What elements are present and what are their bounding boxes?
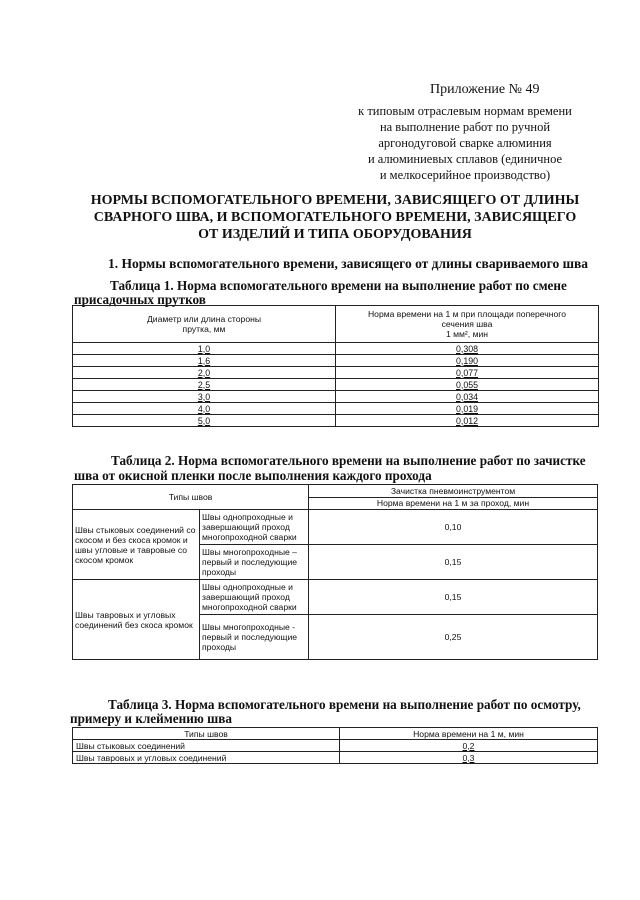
table-cell: 0,034 — [336, 391, 599, 403]
table1-caption: Таблица 1. Норма вспомогательного времени на выполнение работ по смене — [110, 278, 567, 293]
table2-type-cell: Швы многопроходные – первый и последующие проходы — [200, 545, 309, 580]
table-row — [73, 740, 598, 752]
table-row — [73, 367, 599, 379]
table-cell: 0,077 — [336, 367, 599, 379]
table-cell: 0,3 — [340, 752, 598, 764]
table1-header-diameter: Диаметр или длина стороны прутка, мм — [73, 306, 336, 343]
table2-caption-cont: шва от окисной пленки после выполнения каждого прохода — [74, 468, 432, 483]
appendix-subtitle-line: и мелкосерийное производство) — [379, 168, 551, 182]
appendix-subtitle-line: аргонодуговой сварке алюминия — [378, 136, 552, 150]
table2-type-cell: Швы однопроходные и завершающий проход многопроходной сварки — [200, 580, 309, 615]
table1 — [72, 305, 599, 427]
table3-header-norm: Норма времени на 1 м, мин — [340, 728, 598, 740]
table-cell: 2,5 — [73, 379, 336, 391]
table-cell: 0,2 — [340, 740, 598, 752]
table-row — [73, 510, 598, 545]
table-row — [73, 752, 598, 764]
table-cell: Швы стыковых соединений — [73, 740, 340, 752]
table2-value-cell: 0,15 — [309, 580, 598, 615]
table-cell: 0,190 — [336, 355, 599, 367]
appendix-subtitle-line: на выполнение работ по ручной — [379, 120, 551, 134]
table-row — [73, 415, 599, 427]
document-title-line: ОТ ИЗДЕЛИЙ И ТИПА ОБОРУДОВАНИЯ — [198, 227, 472, 242]
table3-caption-cont: примеру и клеймению шва — [70, 711, 233, 726]
table2 — [72, 484, 598, 660]
table2-group-label: Швы стыковых соединений со скосом и без скоса кромок и швы угловые и тавровые со скосом кромок — [73, 510, 200, 580]
table-cell: 2,0 — [73, 367, 336, 379]
table-cell: 3,0 — [73, 391, 336, 403]
table-cell: 1,6 — [73, 355, 336, 367]
table-cell: 0,055 — [336, 379, 599, 391]
appendix-title: Приложение № 49 — [430, 82, 540, 97]
table-row — [73, 379, 599, 391]
table-header-row — [73, 485, 598, 498]
table2-header-group: Зачистка пневмоинструментом — [309, 485, 598, 498]
table3-header-types: Типы швов — [73, 728, 340, 740]
appendix-subtitle — [330, 103, 600, 183]
document-title-line: НОРМЫ ВСПОМОГАТЕЛЬНОГО ВРЕМЕНИ, ЗАВИСЯЩЕГО ОТ ДЛИНЫ — [90, 193, 580, 208]
table2-value-cell: 0,25 — [309, 615, 598, 660]
table1-header-norm: Норма времени на 1 м при площади поперечного сечения шва 1 мм², мин — [336, 306, 599, 343]
table1-caption-cont: присадочных прутков — [74, 292, 206, 307]
appendix-subtitle-line: к типовым отраслевым нормам времени — [358, 104, 572, 118]
table-row — [73, 403, 599, 415]
table-header-row — [73, 306, 599, 343]
table2-caption: Таблица 2. Норма вспомогательного времени на выполнение работ по зачистке — [111, 453, 586, 468]
table-cell: 5,0 — [73, 415, 336, 427]
table-cell: 0,012 — [336, 415, 599, 427]
table-cell: Швы тавровых и угловых соединений — [73, 752, 340, 764]
table-row — [73, 343, 599, 355]
section-title: 1. Нормы вспомогательного времени, зависящего от длины свариваемого шва — [108, 256, 589, 271]
document-title-line: СВАРНОГО ШВА, И ВСПОМОГАТЕЛЬНОГО ВРЕМЕНИ, ЗАВИСЯЩЕГО — [93, 210, 577, 225]
table-cell: 1,0 — [73, 343, 336, 355]
table-header-row — [73, 728, 598, 740]
table2-value-cell: 0,15 — [309, 545, 598, 580]
table2-type-cell: Швы многопроходные - первый и последующие проходы — [200, 615, 309, 660]
table2-header-types: Типы швов — [73, 485, 309, 510]
table2-group-label: Швы тавровых и угловых соединений без скоса кромок — [73, 580, 200, 660]
table-cell: 0,019 — [336, 403, 599, 415]
document-title — [70, 192, 600, 243]
appendix-subtitle-line: и алюминиевых сплавов (единичное — [367, 152, 563, 166]
table2-header-norm: Норма времени на 1 м за проход, мин — [309, 497, 598, 510]
table-cell: 0,308 — [336, 343, 599, 355]
table3 — [72, 727, 598, 764]
table-row — [73, 391, 599, 403]
table-row — [73, 355, 599, 367]
table-cell: 4,0 — [73, 403, 336, 415]
table-row — [73, 580, 598, 615]
table2-type-cell: Швы однопроходные и завершающий проход многопроходной сварки — [200, 510, 309, 545]
table2-value-cell: 0,10 — [309, 510, 598, 545]
table3-caption: Таблица 3. Норма вспомогательного времени на выполнение работ по осмотру, — [108, 697, 581, 712]
